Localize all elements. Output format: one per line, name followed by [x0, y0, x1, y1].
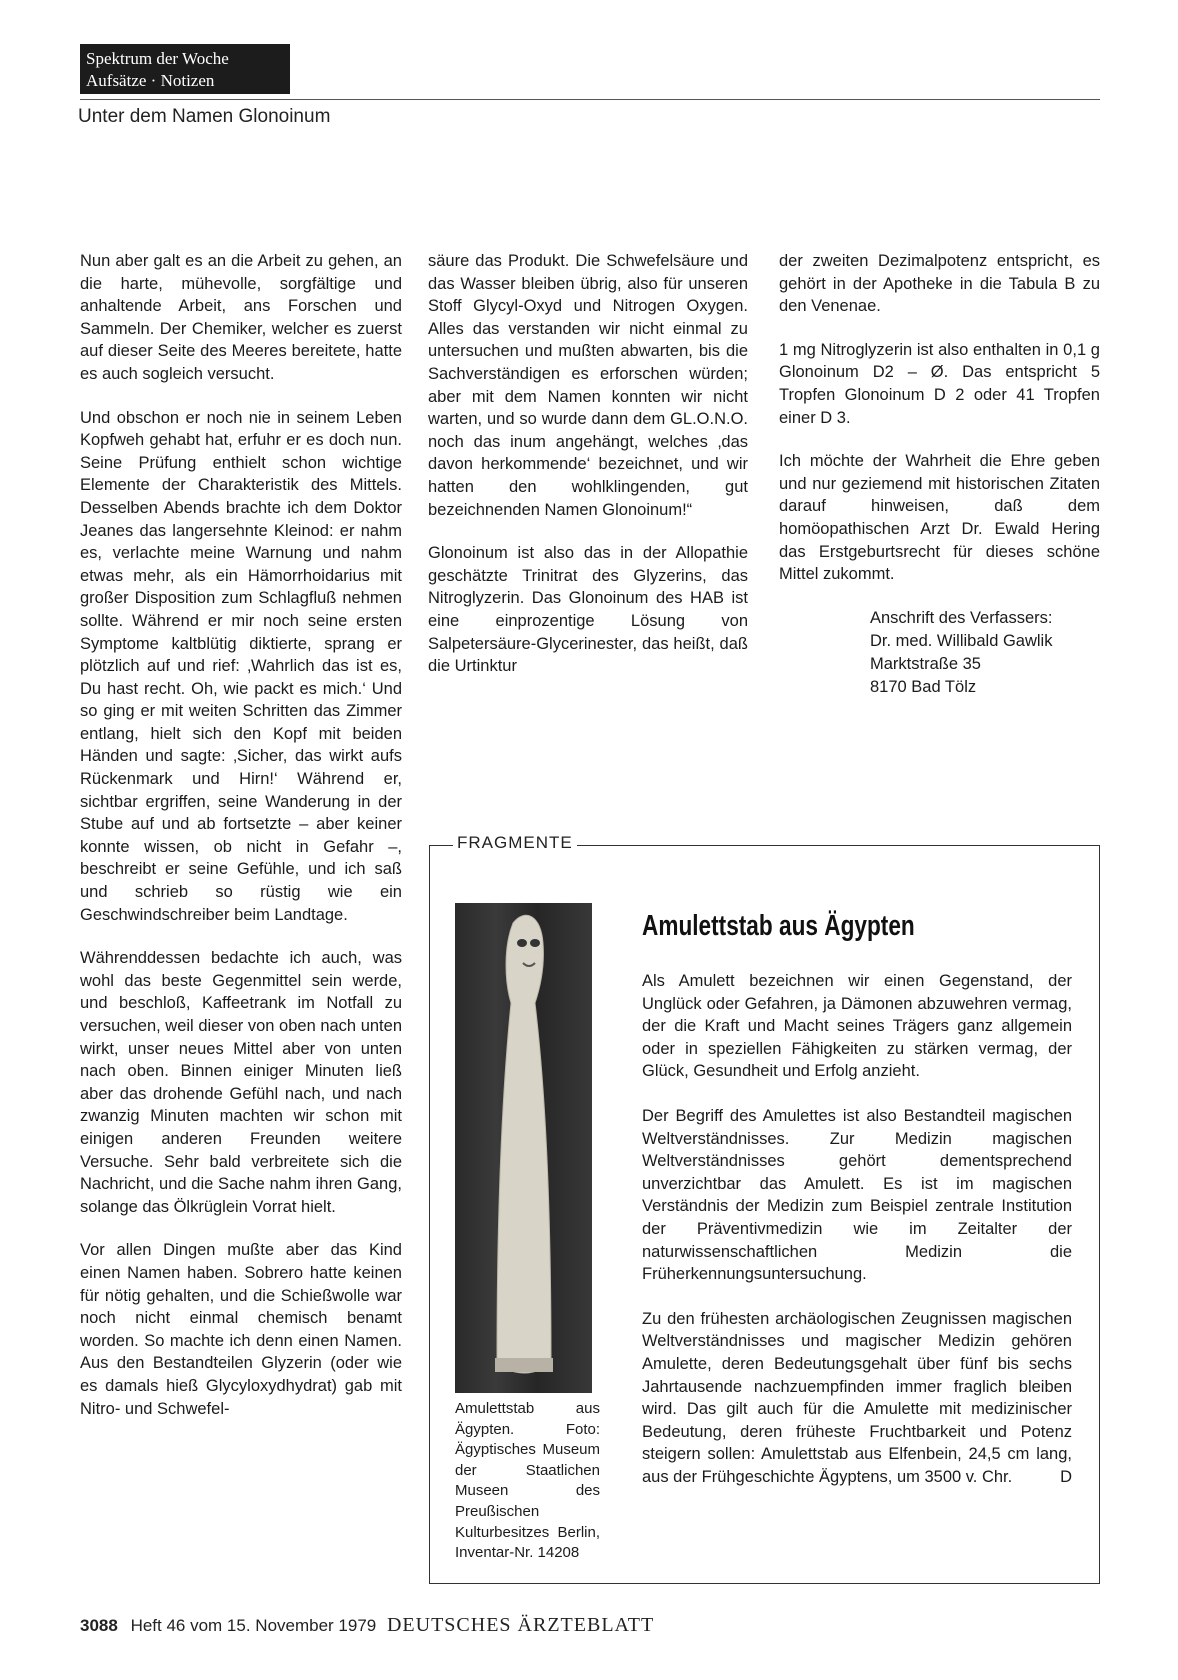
address-city: 8170 Bad Tölz: [870, 677, 977, 696]
page-number: 3088: [80, 1616, 118, 1635]
page-footer: [80, 1614, 654, 1637]
address-name: Dr. med. Willibald Gawlik: [870, 631, 1053, 650]
text-column-2: [428, 250, 748, 699]
paragraph: der zweiten Dezimalpotenz entspricht, es gehört in der Apotheke in die Tabula B zu den Venenae.: [779, 252, 1100, 316]
paragraph: Glonoinum ist also das in der Allopathie geschätzte Trinitrat des Glyzerins, das Nitroglyzerin. Das Glonoinum des HAB ist eine einprozentige Lösung von Salpetersäure-Glycerinester, das heißt, daß die Urtinktur: [428, 544, 748, 676]
amulet-staff-image: [455, 903, 592, 1393]
author-address: [870, 607, 1100, 699]
fragmente-title: Amulettstab aus Ägypten: [642, 910, 915, 942]
paragraph: [642, 1308, 1072, 1489]
text-column-1: [80, 250, 402, 1441]
amulet-photo: [455, 903, 592, 1393]
paragraph-text: Zu den frühesten archäologischen Zeugnissen magischen Weltverständnisses und magischer Medizin gehören Amulette, deren Bedeutungsgehalt über fünf bis sechs Jahrtausende nachzuempfinden immer fraglich bleiben wird. Das gilt auch für die Amulette mit medizinischer Bedeutung, deren früheste Fruchtbarkeit und Potenz steigern sollen: Amulettstab aus Elfenbein, 24,5 cm lang, aus der Frühgeschichte Ägyptens, um 3500 v. Chr.: [642, 1309, 1072, 1486]
magazine-name: DEUTSCHES ÄRZTEBLATT: [386, 1614, 655, 1636]
header-rule: [80, 99, 1100, 100]
text-column-3: [779, 250, 1100, 699]
paragraph: Vor allen Dingen mußte aber das Kind einen Namen haben. Sobrero hatte keinen für nötig gehalten, und die Schießwolle war noch nicht einmal chemisch benamt worden. So machte ich denn einen Namen. Aus den Bestandteilen Glyzerin (oder wie es damals hieß Glycyloxydhydrat) gab mit Nitro- und Schwefel-: [80, 1241, 402, 1418]
article-subtitle: Unter dem Namen Glonoinum: [78, 106, 331, 127]
end-mark: D: [1060, 1467, 1072, 1486]
paragraph: Der Begriff des Amulettes ist also Bestandteil magischen Weltverständnisses. Zur Medizin magischen Weltverständnisses gehört dementsprechend unverzichtbar das Amulett. Es ist im magischen Verständnis der Medizin zum Beispiel zentrale Institution der Präventivmedizin wie im Zeitalter der naturwissenschaftlichen Medizin die Früherkennungsuntersuchung.: [642, 1106, 1072, 1284]
fragmente-label: FRAGMENTE: [453, 833, 577, 853]
paragraph: Ich möchte der Wahrheit die Ehre geben und nur geziemend mit historischen Zitaten darauf hinweisen, daß dem homöopathischen Arzt Dr. Ewald Hering das Erstgeburtsrecht für dieses schöne Mittel zukommt.: [779, 452, 1100, 584]
paragraph: säure das Produkt. Die Schwefelsäure und das Wasser bleiben übrig, also für unseren Stoff Glycyl-Oxyd und Nitrogen Oxygen. Alles das verstanden wir nicht einmal zu untersuchen und mußten abwarten, bis die Sachverständigen es erforschen würden; aber mit dem Namen konnten wir nicht warten, und so wurde dann dem GL.O.N.O. noch das inum angehängt, welches ‚das davon herkommende‘ bezeichnet, und wir hatten den wohlklingenden, gut bezeichnenden Namen Glonoinum!“: [428, 252, 748, 519]
section-name: Spektrum der Woche: [86, 49, 229, 68]
paragraph: Nun aber galt es an die Arbeit zu gehen, an die harte, mühevolle, sorgfältige und anhaltende Arbeit, ans Forschen und Sammeln. Der Chemiker, welcher es zuerst auf dieser Seite des Meeres bereitete, hatte es auch sogleich versucht.: [80, 252, 402, 383]
paragraph: Und obschon er noch nie in seinem Leben Kopfweh gehabt hat, erfuhr er es doch nun. Seine Prüfung enthielt schon wichtige Elemente der Charakteristik des Mittels. Desselben Abends brachte ich dem Doktor Jeanes das langersehnte Kleinod: er nahm es, verlachte meine Warnung und nahm etwas mehr, als ein Hämorrhoidarius mit großer Disposition zum Schlagfluß nehmen sollte. Während er mir noch seine ersten Symptome kaltblütig diktierte, sprang er plötzlich auf und rief: ‚Wahrlich das ist es, Du hast recht. Oh, wie packt es mich.‘ Und so ging er mit weiten Schritten das Zimmer entlang, hielt sich den Kopf mit beiden Händen und sagte: ‚Sicher, das wirkt aufs Rückenmark und Hirn!‘ Während er, sichtbar ergriffen, seine Wanderung in der Stube auf und ab fortsetzte – aber keiner konnte wissen, ob nicht in Gefahr –, beschreibt er seine Gefühle, und ich saß und schrieb so rüstig wie ein Geschwindschreiber beim Landtage.: [80, 408, 402, 924]
issue-info: Heft 46 vom 15. November 1979: [130, 1616, 377, 1635]
paragraph: Währenddessen bedachte ich auch, was wohl das beste Gegenmittel sein werde, und beschloß, Kaffeetrank im Notfall zu versuchen, weil dieser von oben nach unten wirkt, unser neues Mittel aber von unten nach oben. Binnen einiger Minuten ließ aber das drohende Gefühl nach, und nach zwanzig Minuten machten wir schon mit einigen anderen Freunden weitere Versuche. Sehr bald verbreitete sich die Nachricht, und die Sache nahm ihren Gang, solange das Ölkrüglein Vorrat hielt.: [80, 949, 402, 1216]
address-heading: Anschrift des Verfassers:: [870, 608, 1053, 627]
address-street: Marktstraße 35: [870, 654, 981, 673]
section-subname: Aufsätze · Notizen: [86, 71, 215, 90]
fragmente-text: [642, 970, 1072, 1510]
photo-caption: Amulettstab aus Ägypten. Foto: Ägyptisches Museum der Staatlichen Museen des Preußischen Kulturbesitzes Berlin, Inventar-Nr. 14208: [455, 1400, 600, 1562]
paragraph: Als Amulett bezeichnen wir einen Gegenstand, der Unglück oder Gefahren, ja Dämonen abzuwehren vermag, der die Kraft und Macht seines Trägers ganz allgemein oder in speziellen Fähigkeiten zu stärken vermag, der Glück, Gesundheit und Erfolg anzieht.: [642, 972, 1072, 1081]
paragraph: 1 mg Nitroglyzerin ist also enthalten in 0,1 g Glonoinum D2 – Ø. Das entspricht 5 Tropfen Glonoinum D 2 oder 41 Tropfen einer D 3.: [779, 340, 1100, 427]
section-header: [80, 44, 290, 94]
